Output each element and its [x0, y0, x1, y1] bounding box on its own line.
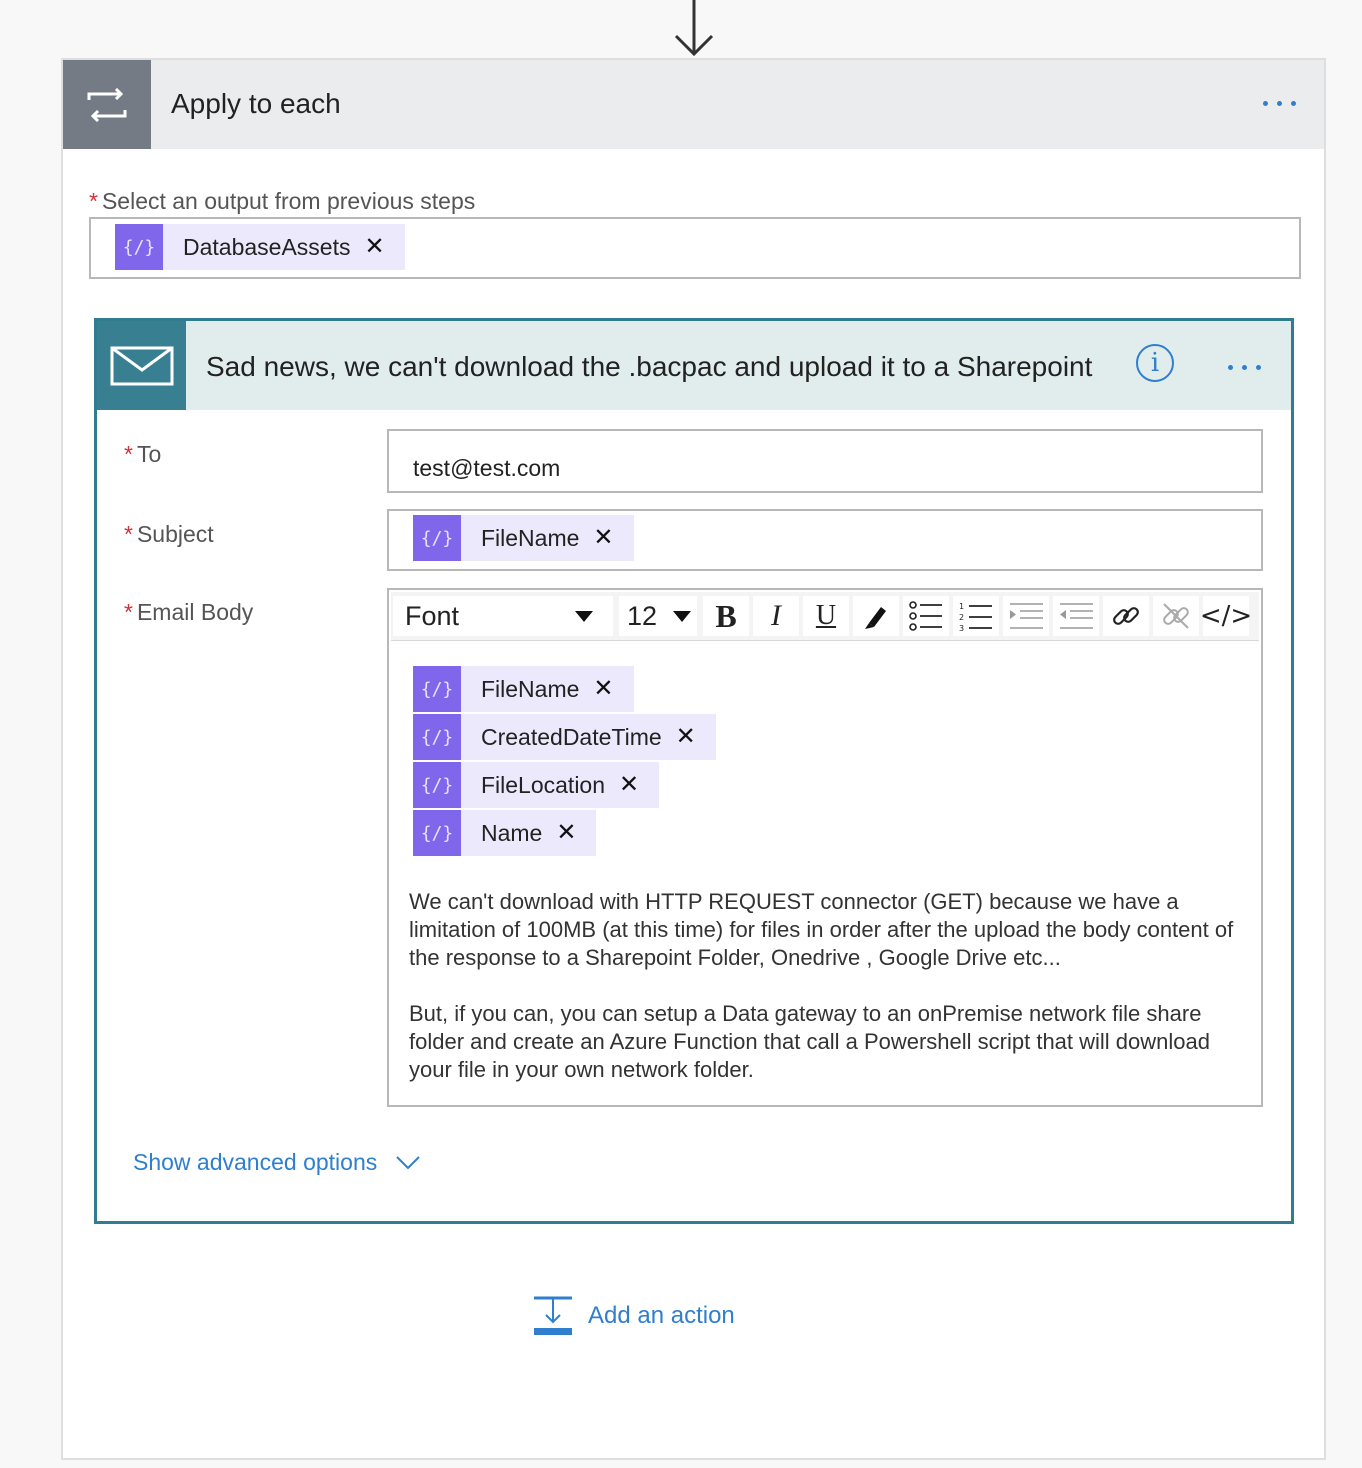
remove-token-icon[interactable]: ✕ [556, 819, 577, 846]
subject-label: * Subject [124, 521, 214, 547]
to-label: * To [124, 441, 162, 467]
select-output-field[interactable] [89, 217, 1301, 279]
remove-token-icon[interactable]: ✕ [593, 524, 614, 551]
dynamic-content-icon: {/} [413, 515, 461, 561]
email-action-title: Sad news, we can't download the .bacpac and upload it to a Sharepoint [206, 351, 1093, 382]
code-view-button[interactable]: </> [1203, 596, 1249, 636]
link-icon[interactable] [1103, 596, 1149, 636]
apply-to-each-title: Apply to each [171, 88, 341, 119]
remove-token-icon[interactable]: ✕ [593, 675, 614, 702]
remove-token-icon[interactable]: ✕ [675, 723, 696, 750]
database-assets-token[interactable] [115, 224, 405, 270]
body-token-createddatetime[interactable] [413, 714, 716, 760]
select-output-label: * Select an output from previous steps [89, 188, 476, 214]
dynamic-content-icon: {/} [413, 810, 461, 856]
email-body-editor[interactable] [387, 588, 1263, 1107]
add-an-action-button[interactable] [532, 1296, 735, 1336]
chevron-down-icon [575, 611, 593, 622]
email-action-more-options-icon[interactable] [1228, 365, 1261, 370]
underline-button[interactable]: U [803, 596, 849, 636]
subject-input[interactable] [387, 509, 1263, 571]
dynamic-content-icon: {/} [413, 666, 461, 712]
to-input[interactable] [387, 429, 1263, 493]
bold-button[interactable]: B [703, 596, 749, 636]
font-size-dropdown[interactable]: 12 [619, 596, 697, 636]
bullet-list-icon[interactable] [903, 596, 949, 636]
loop-icon [63, 60, 151, 149]
font-dropdown[interactable]: Font [393, 596, 613, 636]
svg-text:3: 3 [959, 624, 965, 631]
subject-filename-token[interactable] [413, 515, 634, 561]
add-action-icon [532, 1296, 574, 1336]
chevron-down-icon [395, 1155, 421, 1171]
show-advanced-options-link[interactable]: Show advanced options [133, 1149, 421, 1176]
rich-text-toolbar [391, 592, 1259, 641]
add-an-action-label: Add an action [588, 1302, 735, 1329]
email-action-header[interactable] [97, 321, 1291, 410]
outdent-icon[interactable] [1053, 596, 1099, 636]
dynamic-content-icon: {/} [413, 762, 461, 808]
flow-connector-arrow-icon [672, 0, 716, 58]
token-label: FileName [481, 524, 580, 551]
send-email-action-card [94, 318, 1294, 1224]
svg-text:1: 1 [959, 602, 965, 611]
to-value: test@test.com [413, 455, 561, 481]
mail-icon [97, 321, 186, 410]
token-label: FileName [481, 675, 580, 702]
email-body-label: * Email Body [124, 599, 254, 625]
remove-token-icon[interactable]: ✕ [364, 233, 385, 260]
dynamic-content-icon: {/} [115, 224, 163, 270]
apply-to-each-more-options-icon[interactable] [1263, 101, 1296, 106]
indent-icon[interactable] [1003, 596, 1049, 636]
apply-to-each-header[interactable] [63, 60, 1324, 149]
remove-token-icon[interactable]: ✕ [619, 771, 640, 798]
body-token-filename[interactable] [413, 666, 634, 712]
info-icon[interactable]: i [1136, 344, 1174, 382]
token-label: CreatedDateTime [481, 723, 662, 750]
svg-text:2: 2 [959, 613, 965, 622]
token-label: DatabaseAssets [183, 233, 351, 260]
chevron-down-icon [673, 611, 691, 622]
unlink-icon[interactable] [1153, 596, 1199, 636]
dynamic-content-icon: {/} [413, 714, 461, 760]
body-paragraph-1: We can't download with HTTP REQUEST connector (GET) because we have a limitation of 100MB (at this time) for files in order after the upload the body content of the response to a Sharepoint Folder, Onedrive , Google Drive etc... [409, 889, 1234, 970]
italic-button[interactable]: I [753, 596, 799, 636]
body-token-filelocation[interactable] [413, 762, 659, 808]
highlight-pen-icon[interactable] [853, 596, 899, 636]
body-token-name[interactable] [413, 810, 596, 856]
numbered-list-icon[interactable] [953, 596, 999, 636]
token-label: FileLocation [481, 771, 606, 798]
token-label: Name [481, 819, 543, 846]
body-paragraph-2: But, if you can, you can setup a Data gateway to an onPremise network file share folder and create an Azure Function that call a Powershell script that will download your file in your own network folder. [409, 1001, 1210, 1082]
